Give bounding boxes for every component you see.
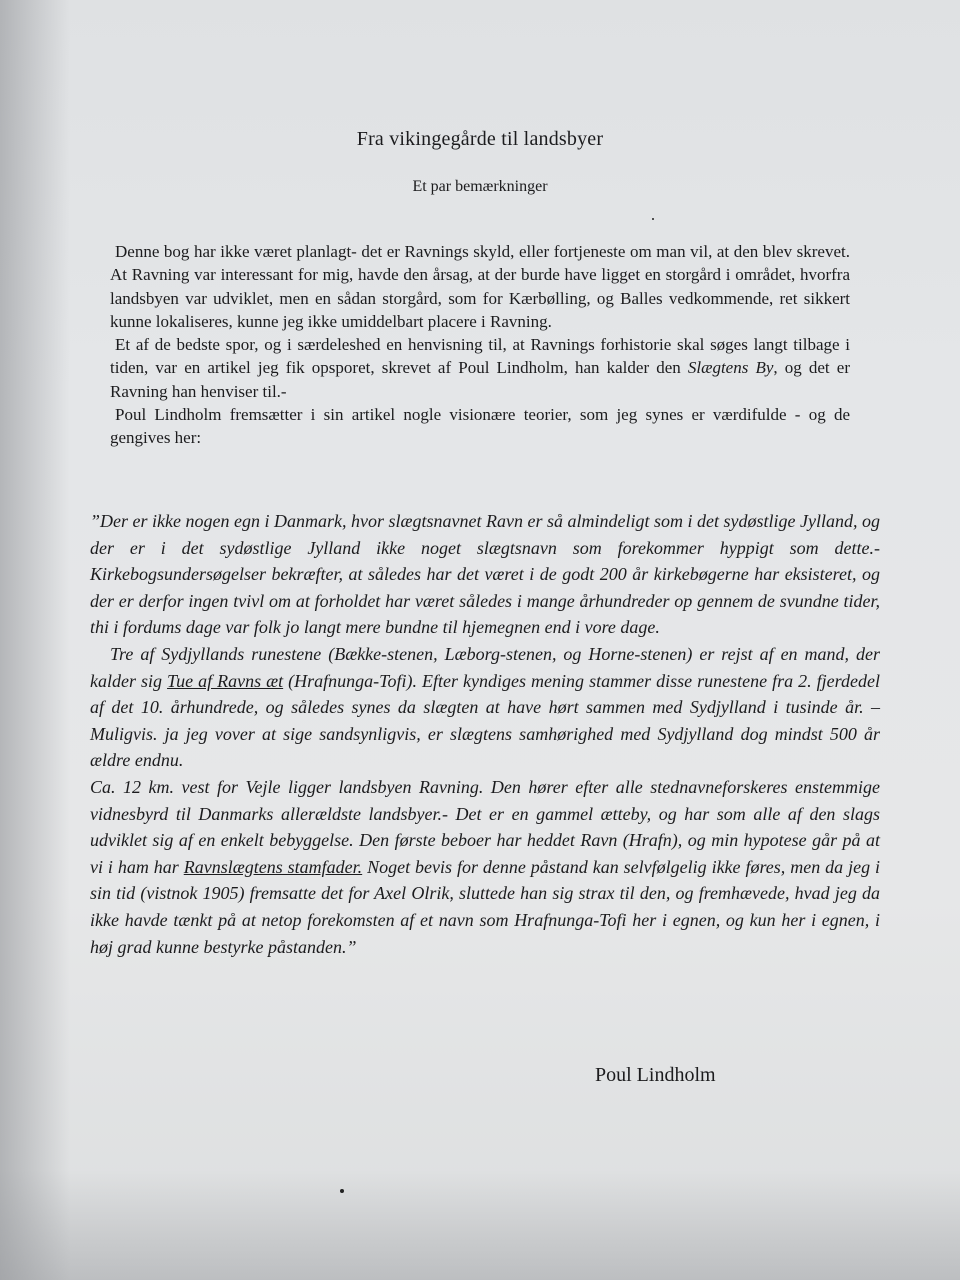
document-subtitle: Et par bemærkninger bbox=[412, 178, 548, 195]
quote-paragraph-1: ”Der er ikke nogen egn i Danmark, hvor slægtsnavnet Ravn er så almindeligt som i det sydøstlige Jylland, og der er i det sydøstlige Jylland ikke noget slægtsnavn som forekommer hyppigt som dette.- Kirkebogsundersøgelser bekræfter, at således har det været i de godt 200 år kirkebøgerne har eksisteret, og der er derfor ingen tvivl om at forholdet har været således i mange århundreder op gennem de svundne tider, thi i fordums dage var folk jo langt mere bundne til hjemegnen end i vore dage. bbox=[90, 511, 880, 638]
page-shadow-bottom bbox=[0, 1170, 960, 1280]
paragraph-2 bbox=[110, 333, 850, 403]
quote-paragraph-2-end: (Hrafnunga-Tofi). Efter kyndiges mening stammer disse runestene fra 2. fjerdedel af det 10. århundrede, og således synes da slægten at have hørt sammen med Sydjylland i tusinde år. – Muligvis. ja jeg vover at sige sandsynligvis, er slægtens samhørighed med Sydjylland dog mindst 500 år ældre endnu. bbox=[90, 670, 880, 771]
document-title: Fra vikingegårde til landsbyer bbox=[356, 128, 604, 150]
quote-paragraph-2-start: Tre af Sydjyllands runestene (Bække-stenen, Læborg-stenen, og Horne-stenen) er rejst af en mand, der kalder sig bbox=[90, 643, 880, 691]
paragraph-2-italic: Slægtens By bbox=[687, 358, 774, 378]
paragraph-2-start: Et af de bedste spor, og i særdeleshed en henvisning til, at Ravnings forhistorie skal søges langt tilbage i tiden, var en artikel jeg fik opsporet, skrevet af Poul Lindholm, han kalder den bbox=[110, 335, 850, 378]
paragraph-3: Poul Lindholm fremsætter i sin artikel nogle visionære teorier, som jeg synes er værdifulde - og de gengives her: bbox=[110, 405, 850, 448]
paragraph-2-end: , og det er Ravning han henviser til.- bbox=[110, 358, 850, 401]
ink-speck-small bbox=[652, 218, 654, 220]
quote-paragraph-3-start: Ca. 12 km. vest for Vejle ligger landsbyen Ravning. Den hører efter alle stednavneforskeres enstemmige vidnesbyrd til Danmarks allerældste landsbyer.- Det er en gammel ætteby, og har som alle af den slags udviklet sig af en enkelt bebyggelse. Den første beboer har heddet Ravn (Hrafn), og min hypotese går på at vi i ham har bbox=[90, 776, 880, 877]
quotation-block bbox=[90, 508, 880, 960]
quote-paragraph-3-end: Noget bevis for denne påstand kan selvfølgelig ikke føres, men da jeg i sin tid (vistnok 1905) fremsatte det for Axel Olrik, sluttede han sig strax til den, og fremhævede, hvad jeg da ikke havde tænkt på at netop forekomsten af et navn som Hrafnunga-Tofi her i egnen, og kun her i egnen, i høj grad kunne bestyrke påstanden.” bbox=[90, 856, 881, 957]
paragraph-1: Denne bog har ikke været planlagt- det er Ravnings skyld, eller fortjeneste om man vil, at den blev skrevet. At Ravning var interessant for mig, havde den årsag, at der burde have ligget en storgård i området, hvorfra landsbyen var udviklet, men en sådan storgård, som for Kærbølling, og Balles vedkommende, ret sikkert kunne lokaliseres, kunne jeg ikke umiddelbart placere i Ravning. bbox=[110, 242, 850, 331]
quote-paragraph-3 bbox=[90, 774, 880, 960]
ink-speck bbox=[340, 1189, 344, 1193]
intro-text bbox=[110, 240, 850, 450]
signature: Poul Lindholm bbox=[595, 1064, 716, 1086]
quote-underlined-phrase-1: Tue af Ravns æt bbox=[167, 670, 284, 691]
quote-underlined-phrase-2: Ravnslægtens stamfader. bbox=[183, 856, 363, 877]
quote-paragraph-2 bbox=[90, 641, 880, 774]
